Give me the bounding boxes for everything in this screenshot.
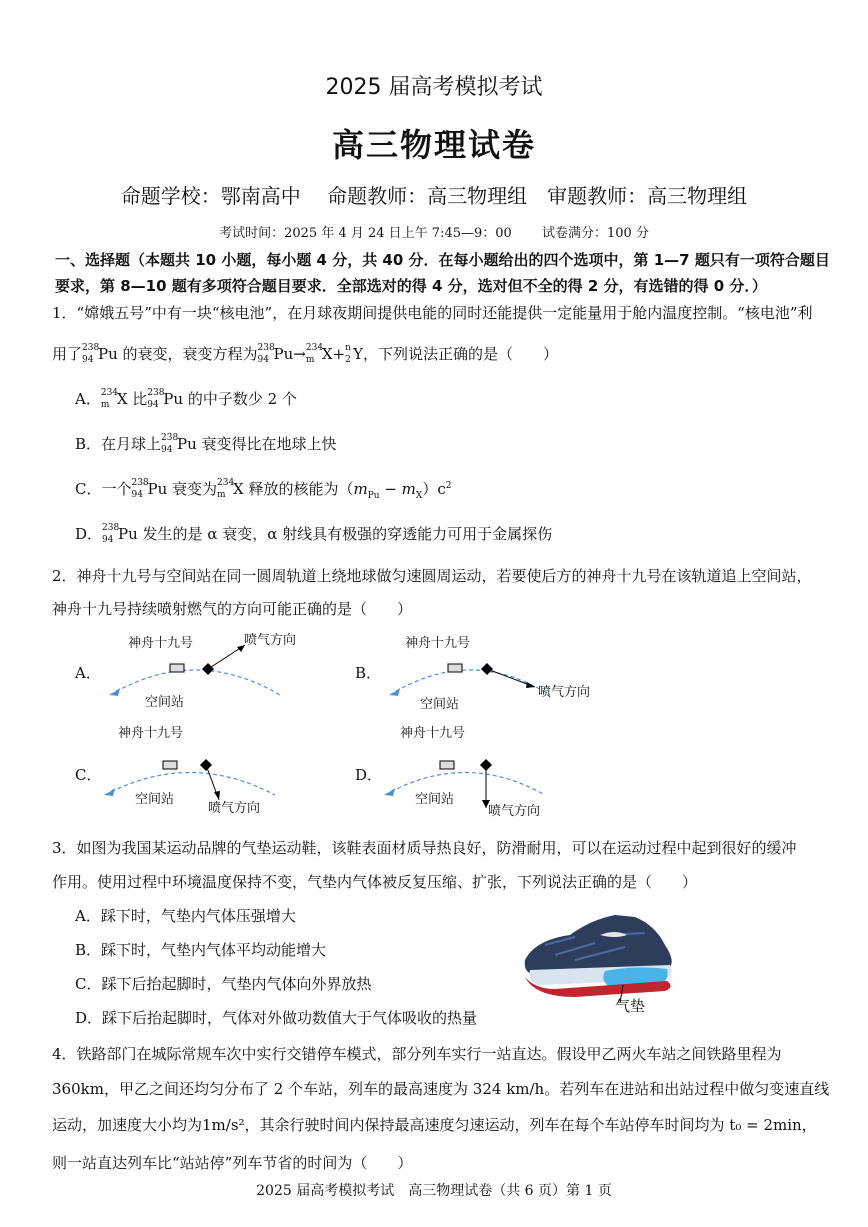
q3-option-a[interactable]: A．踩下时，气垫内气体压强增大 [75, 907, 296, 925]
q1-option-a[interactable]: A． 234 m X 比 238 94 Pu 的中子数少 2 个 [75, 388, 297, 410]
q2c-station-label: 空间站 [135, 792, 175, 807]
q2-line1: 2．神舟十九号与空间站在同一圆周轨道上绕地球做匀速圆周运动，若要使后方的神舟十九号在该轨道追上空间站， [52, 567, 812, 585]
q4-line1: 4．铁路部门在城际常规车次中实行交错停车模式，部分列车实行一站直达。假设甲乙两火车站之间铁路里程为 [52, 1045, 782, 1063]
q1-option-b[interactable]: B．在月球上 238 94 Pu 衰变得比在地球上快 [75, 433, 337, 455]
q2d-ship-label: 神舟十九号 [400, 726, 466, 741]
q1-line2: 用了 238 94 Pu 的衰变，衰变方程为 238 94 Pu→ 234 m X+ n 2 Y，下列说法正确的是（ ） [52, 343, 559, 365]
q1-option-c[interactable]: C．一个 238 94 Pu 衰变为 234 m X 释放的核能为$(m_{Pu} - m_X)c^2$ [75, 478, 452, 501]
q2-option-c[interactable]: C． [75, 766, 102, 784]
q4-line4: 则一站直达列车比“站站停”列车节省的时间为（ ） [52, 1154, 413, 1172]
q2-option-a[interactable]: A． [75, 664, 101, 682]
exam-name: 2025 届高考模拟考试 [325, 75, 543, 100]
section-heading: 一、选择题（本题共 10 小题，每小题 4 分，共 40 分．在每小题给出的四个选项中，第 1—7 题只有一项符合题目要求，第 8—10 题有多项符合题目要求．全部选对的得 4 分，选对但不全的得 2 分，有选错的得 0 分．） [55, 251, 830, 295]
q2c-ship-label: 神舟十九号 [118, 726, 184, 741]
q2d-station-label: 空间站 [415, 792, 455, 807]
exam-meta: 考试时间：2025 年 4 月 24 日上午 7:45—9：00 试卷满分：100 分 [219, 226, 649, 241]
q2-option-d[interactable]: D． [355, 766, 383, 784]
q4-line2: 360km，甲乙之间还均匀分布了 2 个车站，列车的最高速度为 324 km/h。若列车在进站和出站过程中做匀变速直线 [52, 1080, 830, 1098]
authors-line: 命题学校：鄂南高中 命题教师：高三物理组 审题教师：高三物理组 [120, 184, 748, 208]
q3-airbag-label: 气垫 [615, 997, 646, 1015]
q2-diagram-d [380, 740, 580, 820]
q3-line2: 作用。使用过程中环境温度保持不变，气垫内气体被反复压缩、扩张，下列说法正确的是（ ） [52, 873, 698, 891]
q2b-jet-label: 喷气方向 [538, 685, 591, 700]
page-title: 高三物理试卷 [331, 126, 536, 164]
q2-line2: 神舟十九号持续喷射燃气的方向可能正确的是（ ） [52, 600, 413, 618]
q3-option-d[interactable]: D．踩下后抬起脚时，气体对外做功数值大于气体吸收的热量 [75, 1009, 478, 1027]
q2b-ship-label: 神舟十九号 [405, 636, 471, 651]
q1-line1: 1．“嫦娥五号”中有一块“核电池”，在月球夜期间提供电能的同时还能提供一定能量用于舱内温度控制。“核电池”利 [52, 304, 813, 322]
q4-line3: 运动，加速度大小均为1m/s²，其余行驶时间内保持最高速度匀速运动，列车在每个车站停车时间均为 t₀ = 2min， [52, 1116, 817, 1134]
q2d-jet-label: 喷气方向 [488, 804, 541, 819]
q3-shoe-image [515, 905, 685, 1015]
q2a-station-label: 空间站 [145, 695, 185, 710]
q1-option-d[interactable]: D． 238 94 Pu 发生的是 α 衰变，α 射线具有极强的穿透能力可用于金属探伤 [75, 523, 553, 545]
q3-line1: 3．如图为我国某运动品牌的气垫运动鞋，该鞋表面材质导热良好，防滑耐用，可以在运动过程中起到很好的缓冲 [52, 839, 797, 857]
q2a-ship-label: 神舟十九号 [128, 636, 194, 651]
page-footer: 2025 届高考模拟考试 高三物理试卷（共 6 页）第 1 页 [256, 1183, 612, 1199]
q2-option-b[interactable]: B． [355, 664, 382, 682]
q2c-jet-label: 喷气方向 [208, 801, 261, 816]
q2b-station-label: 空间站 [420, 697, 460, 712]
q2-diagram-c [95, 740, 295, 820]
q2a-jet-label: 喷气方向 [244, 633, 297, 648]
q3-option-c[interactable]: C．踩下后抬起脚时，气垫内气体向外界放热 [75, 975, 372, 993]
q3-option-b[interactable]: B．踩下时，气垫内气体平均动能增大 [75, 941, 327, 959]
